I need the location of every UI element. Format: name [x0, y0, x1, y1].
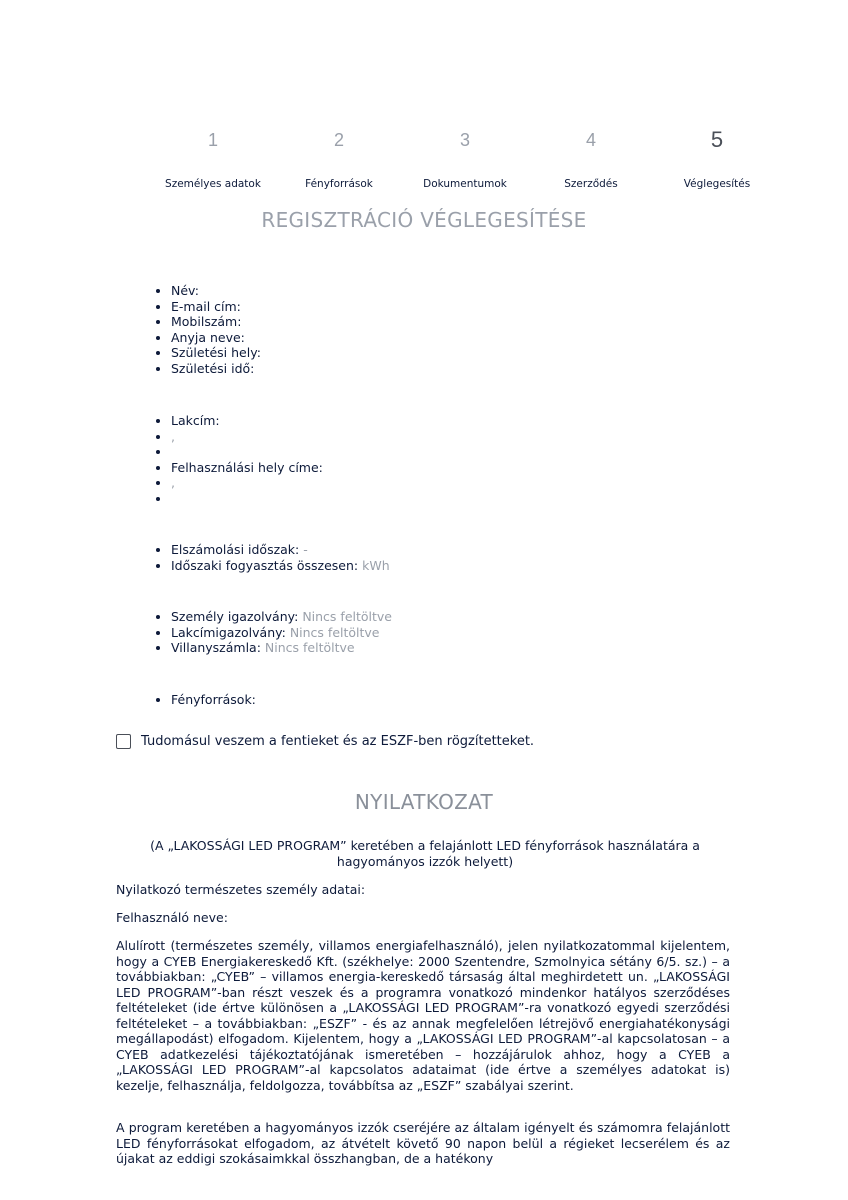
birthplace-item — [171, 345, 261, 361]
mother-name-label: Anyja neve: — [171, 329, 245, 345]
total-consumption-value: kWh — [362, 557, 390, 573]
declaration-paragraph: A program keretében a hagyományos izzók cseréjére az általam igényelt és számomra felajánlott LED fényforrásokat elfogadom, az átvételt követő 90 napon belül a régieket lecserélem és az újakat az eddigi szokásaimkkal összhangban, de a hatékony — [116, 1120, 730, 1166]
step-contract[interactable] — [528, 126, 654, 190]
light-sources-label: Fényforrások: — [171, 692, 256, 707]
email-item — [171, 299, 261, 315]
electricity-bill-label: Villanyszámla: — [171, 640, 261, 656]
billing-period-value: - — [303, 542, 308, 557]
page-title: REGISZTRÁCIÓ VÉGLEGESÍTÉSE — [261, 208, 587, 232]
step-number: 3 — [459, 130, 470, 150]
billing-period-label: Elszámolási időszak: — [171, 542, 300, 557]
light-sources-item — [171, 692, 256, 708]
step-label: Fényforrások — [305, 178, 373, 190]
address-card-item — [171, 625, 392, 641]
consumption-list — [155, 542, 390, 573]
documents-list — [155, 609, 392, 656]
birthdate-item — [171, 361, 261, 377]
consent-checkbox[interactable] — [116, 734, 131, 749]
step-label: Véglegesítés — [683, 178, 751, 190]
birthdate-label: Születési idő: — [171, 360, 255, 376]
step-finalize[interactable] — [654, 126, 780, 190]
step-number: 2 — [333, 130, 344, 150]
address-line — [171, 429, 323, 445]
progress-steps — [150, 126, 780, 190]
light-sources-list — [155, 692, 256, 708]
address-list — [155, 413, 323, 507]
name-label: Név: — [171, 283, 199, 298]
electricity-bill-status: Nincs feltöltve — [264, 640, 355, 656]
id-card-status: Nincs feltöltve — [302, 609, 392, 624]
address-label: Lakcím: — [171, 413, 220, 428]
step-documents[interactable] — [402, 126, 528, 190]
birthplace-label: Születési hely: — [171, 345, 261, 361]
usage-address-item — [171, 460, 323, 476]
mother-name-item — [171, 330, 261, 346]
usage-address-line — [171, 491, 323, 507]
name-item — [171, 283, 261, 299]
address-card-label: Lakcímigazolvány: — [171, 624, 286, 640]
usage-address-line — [171, 475, 323, 491]
declaration-title: NYILATKOZAT — [354, 790, 494, 814]
email-label: E-mail cím: — [171, 298, 241, 314]
address-line-value: , — [171, 428, 175, 444]
id-card-label: Személy igazolvány: — [171, 609, 299, 624]
consent-row[interactable] — [116, 734, 534, 749]
mobile-label: Mobilszám: — [171, 314, 242, 330]
declarant-data-heading: Nyilatkozó természetes személy adatai: — [116, 882, 366, 897]
usage-address-line-value: , — [171, 475, 175, 491]
total-consumption-item — [171, 558, 390, 574]
declaration-paragraph: Alulírott (természetes személy, villamos energiafelhasználó), jelen nyilatkozatommal kijelentem, hogy a CYEB Energiakereskedő Kft. (székhelye: 2000 Szentendre, Szmolnyica sétány 6/5. sz.) – a továbbiakban: „CYEB” – villamos energia-kereskedő társaság által meghirdetett un. „LAKOSSÁGI LED PROGRAM”-ban részt veszek és a programra vonatkozó mindenkor hatályos szerződéses feltételeket (ide értve különösen a „LAKOSSÁGI LED PROGRAM”-ra vonatkozó egyedi szerződési feltételeket – a továbbiakban: „ESZF” - és az annak megfelelően létrejövő energiahatékonysági megállapodást) elfogadom. Kijelentem, hogy a „LAKOSSÁGI LED PROGRAM”-al kapcsolatosan – a CYEB adatkezelési tájékoztatójának ismeretében – hozzájárulok ahhoz, hogy a CYEB a „LAKOSSÁGI LED PROGRAM”-al kapcsolatos adataimat (ide értve a személyes adatokat is) kezelje, felhasználja, feldolgozza, továbbítsa az „ESZF” szabályai szerint. — [116, 938, 730, 1093]
step-personal-data[interactable] — [150, 126, 276, 190]
step-number: 5 — [710, 127, 724, 152]
address-card-status: Nincs feltöltve — [289, 624, 380, 640]
step-light-sources[interactable] — [276, 126, 402, 190]
step-label: Szerződés — [564, 178, 618, 190]
electricity-bill-item — [171, 640, 392, 656]
personal-data-list — [155, 283, 261, 377]
user-name-field: Felhasználó neve: — [116, 910, 228, 925]
mobile-item — [171, 314, 261, 330]
id-card-item — [171, 609, 392, 625]
consent-label[interactable]: Tudomásul veszem a fentieket és az ESZF-ben rögzítetteket. — [141, 734, 535, 749]
step-number: 1 — [207, 130, 218, 150]
step-label: Dokumentumok — [423, 178, 507, 190]
declaration-subtitle: (A „LAKOSSÁGI LED PROGRAM” keretében a felajánlott LED fényforrások használatára a hagyományos izzók helyett) — [150, 838, 700, 869]
usage-address-label: Felhasználási hely címe: — [171, 459, 323, 475]
address-line — [171, 444, 323, 460]
total-consumption-label: Időszaki fogyasztás összesen: — [171, 557, 359, 573]
step-number: 4 — [585, 130, 596, 150]
billing-period-item — [171, 542, 390, 558]
step-label: Személyes adatok — [165, 178, 261, 190]
address-item — [171, 413, 323, 429]
